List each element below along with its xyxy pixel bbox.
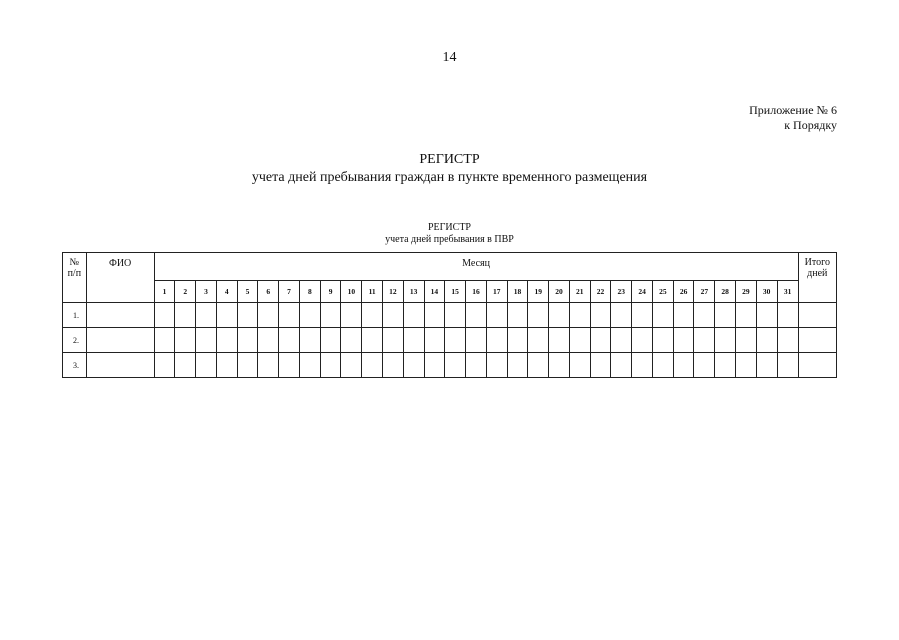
day-cell: [237, 328, 258, 353]
day-cell: [590, 328, 611, 353]
day-cell: [175, 303, 196, 328]
header-day: 11: [362, 281, 383, 303]
total-days-cell: [798, 353, 836, 378]
day-cell: [694, 353, 715, 378]
day-cell: [549, 303, 570, 328]
header-day: 19: [528, 281, 549, 303]
header-day: 28: [715, 281, 736, 303]
day-cell: [424, 353, 445, 378]
day-cell: [362, 303, 383, 328]
header-total-line-1: Итого: [804, 257, 830, 268]
day-cell: [486, 303, 507, 328]
day-cell: [258, 303, 279, 328]
header-day: 21: [569, 281, 590, 303]
day-cell: [673, 353, 694, 378]
day-cell: [486, 353, 507, 378]
header-day: 2: [175, 281, 196, 303]
day-cell: [549, 328, 570, 353]
day-cell: [611, 353, 632, 378]
header-day: 6: [258, 281, 279, 303]
day-cell: [175, 353, 196, 378]
header-day: 8: [299, 281, 320, 303]
header-month: Месяц: [154, 253, 798, 281]
day-cell: [279, 328, 300, 353]
header-day: 22: [590, 281, 611, 303]
day-cell: [569, 303, 590, 328]
header-number-line-1: №: [69, 257, 80, 268]
day-cell: [756, 303, 777, 328]
table-row: [63, 328, 837, 353]
day-cell: [299, 328, 320, 353]
day-cell: [320, 353, 341, 378]
fio-cell: [86, 328, 154, 353]
row-number: 2.: [63, 328, 87, 353]
day-cell: [154, 353, 175, 378]
day-cell: [196, 353, 217, 378]
header-day: 20: [549, 281, 570, 303]
appendix-line-2: к Порядку: [784, 118, 837, 132]
day-cell: [528, 303, 549, 328]
header-number-line-2: п/п: [67, 268, 82, 279]
table-title-line-2: учета дней пребывания в ПВР: [385, 234, 514, 245]
day-cell: [694, 328, 715, 353]
header-day: 18: [507, 281, 528, 303]
day-cell: [736, 303, 757, 328]
page-number: 14: [442, 50, 457, 65]
day-cell: [756, 353, 777, 378]
appendix-line-1: Приложение № 6: [749, 103, 837, 117]
register-table: [62, 252, 837, 378]
day-cell: [632, 353, 653, 378]
day-cell: [362, 353, 383, 378]
day-cell: [466, 353, 487, 378]
day-cell: [403, 328, 424, 353]
table-row: [63, 353, 837, 378]
day-cell: [216, 328, 237, 353]
header-fio: ФИО: [86, 253, 154, 303]
day-cell: [632, 303, 653, 328]
day-cell: [175, 328, 196, 353]
day-cell: [632, 328, 653, 353]
header-day: 31: [777, 281, 798, 303]
header-day: 16: [466, 281, 487, 303]
header-day: 4: [216, 281, 237, 303]
day-cell: [528, 353, 549, 378]
day-cell: [320, 328, 341, 353]
day-cell: [403, 303, 424, 328]
total-days-cell: [798, 303, 836, 328]
day-cell: [237, 353, 258, 378]
day-cell: [777, 353, 798, 378]
day-cell: [590, 353, 611, 378]
document-title-line-1: РЕГИСТР: [419, 152, 480, 167]
day-cell: [154, 303, 175, 328]
day-cell: [507, 303, 528, 328]
document-title: [0, 151, 899, 187]
day-cell: [383, 303, 404, 328]
day-cell: [673, 328, 694, 353]
day-cell: [299, 303, 320, 328]
day-cell: [466, 303, 487, 328]
header-day: 7: [279, 281, 300, 303]
day-cell: [341, 303, 362, 328]
header-day: 5: [237, 281, 258, 303]
header-day: 1: [154, 281, 175, 303]
day-cell: [756, 328, 777, 353]
header-day: 24: [632, 281, 653, 303]
header-day: 23: [611, 281, 632, 303]
day-cell: [652, 303, 673, 328]
day-cell: [507, 328, 528, 353]
day-cell: [549, 353, 570, 378]
fio-cell: [86, 303, 154, 328]
day-cell: [299, 353, 320, 378]
day-cell: [424, 303, 445, 328]
header-day: 3: [196, 281, 217, 303]
table-title: [0, 222, 899, 246]
header-day: 25: [652, 281, 673, 303]
day-cell: [611, 303, 632, 328]
day-cell: [279, 353, 300, 378]
day-cell: [590, 303, 611, 328]
header-day: 26: [673, 281, 694, 303]
table-title-line-1: РЕГИСТР: [427, 222, 471, 233]
day-cell: [320, 303, 341, 328]
day-cell: [216, 353, 237, 378]
row-number: 3.: [63, 353, 87, 378]
day-cell: [362, 328, 383, 353]
day-cell: [777, 303, 798, 328]
day-cell: [715, 328, 736, 353]
day-cell: [424, 328, 445, 353]
day-cell: [216, 303, 237, 328]
day-cell: [466, 328, 487, 353]
header-day: 10: [341, 281, 362, 303]
day-cell: [403, 353, 424, 378]
day-cell: [507, 353, 528, 378]
header-day: 13: [403, 281, 424, 303]
day-cell: [673, 303, 694, 328]
header-day: 9: [320, 281, 341, 303]
day-cell: [777, 328, 798, 353]
day-cell: [154, 328, 175, 353]
day-cell: [383, 353, 404, 378]
day-cell: [196, 303, 217, 328]
table-row: [63, 303, 837, 328]
day-cell: [258, 328, 279, 353]
day-cell: [736, 353, 757, 378]
day-cell: [279, 303, 300, 328]
header-day: 15: [445, 281, 466, 303]
day-cell: [341, 353, 362, 378]
day-cell: [486, 328, 507, 353]
header-day: 17: [486, 281, 507, 303]
header-day: 30: [756, 281, 777, 303]
fio-cell: [86, 353, 154, 378]
day-cell: [715, 353, 736, 378]
day-cell: [196, 328, 217, 353]
header-day: 14: [424, 281, 445, 303]
header-total-days: [798, 253, 836, 303]
day-cell: [341, 328, 362, 353]
document-title-line-2: учета дней пребывания граждан в пункте временного размещения: [251, 170, 648, 185]
day-cell: [694, 303, 715, 328]
day-cell: [528, 328, 549, 353]
day-cell: [715, 303, 736, 328]
day-cell: [652, 328, 673, 353]
day-cell: [736, 328, 757, 353]
day-cell: [569, 353, 590, 378]
appendix-note: [749, 103, 837, 133]
header-day: 12: [383, 281, 404, 303]
header-total-line-2: дней: [807, 268, 828, 279]
header-day: 27: [694, 281, 715, 303]
day-cell: [569, 328, 590, 353]
day-cell: [652, 353, 673, 378]
day-cell: [445, 328, 466, 353]
total-days-cell: [798, 328, 836, 353]
header-day: 29: [736, 281, 757, 303]
row-number: 1.: [63, 303, 87, 328]
day-cell: [445, 353, 466, 378]
day-cell: [258, 353, 279, 378]
header-number: [63, 253, 87, 303]
day-cell: [237, 303, 258, 328]
day-cell: [383, 328, 404, 353]
day-cell: [445, 303, 466, 328]
day-cell: [611, 328, 632, 353]
